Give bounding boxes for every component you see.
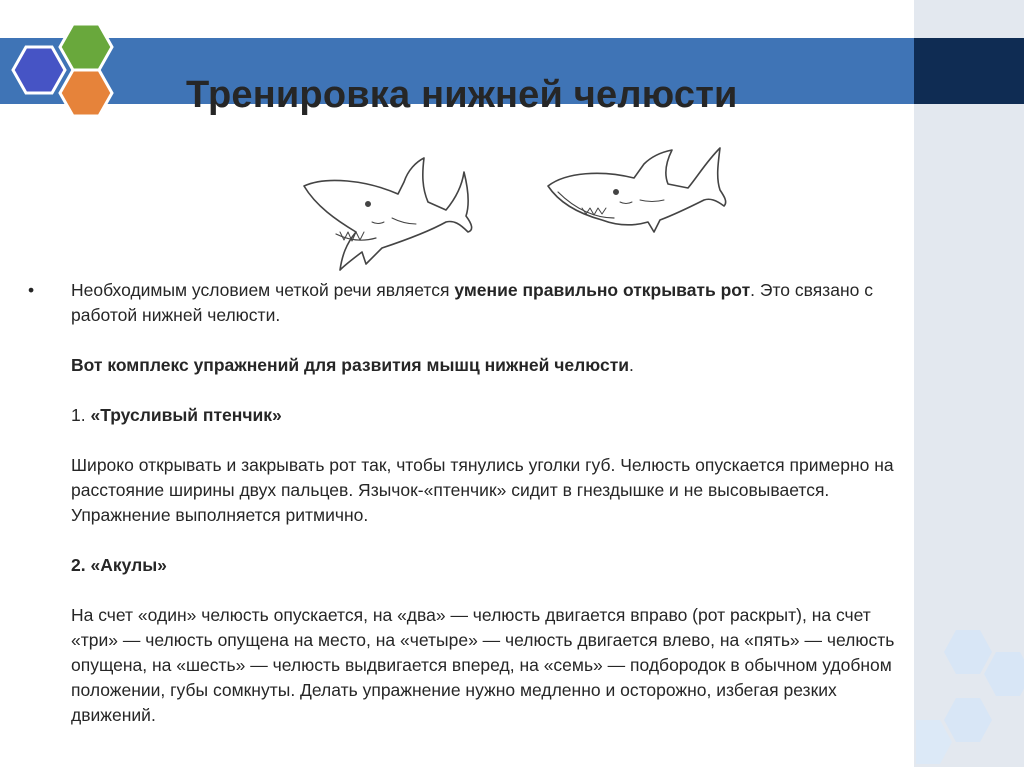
intro-text-1: Необходимым условием четкой речи является [71,280,455,300]
hexagon-green [60,24,112,70]
intro-paragraph [71,278,912,328]
complex-end: . [629,355,634,375]
hexagon-orange [60,70,112,116]
title-band-accent [914,38,1024,104]
bullet-marker: • [28,280,35,300]
exercise-1-number: 1. [71,405,91,425]
hexagon-blue [13,47,65,93]
exercise-1-text: Широко открывать и закрывать рот так, чтобы тянулись уголки губ. Челюсть опускается примерно на расстояние ширины двух пальцев. Язычок-«птенчик» сидит в гнездышке и не высовывается. Упражнение выполняется ритмично. [71,455,894,525]
intro-bold: умение правильно открывать рот [454,280,751,300]
hexagon-deco [916,720,952,764]
exercise-2-heading [71,553,912,578]
slide-title: Тренировка нижней челюсти [186,74,738,116]
hexagon-deco [944,698,992,742]
shark-right [548,148,726,232]
intro-text-2: . Это связано с работой нижней челюсти. [71,280,873,325]
shark-left [304,158,472,270]
hexagon-deco [984,652,1024,696]
complex-bold: Вот комплекс упражнений для развития мышц нижней челюсти [71,355,630,375]
exercise-1-heading [71,403,912,428]
exercise-2-text: На счет «один» челюсть опускается, на «два» — челюсть двигается вправо (рот раскрыт), на счет «три» — челюсть опущена на место, на «четыре» — челюсть двигается влево, на «пять» — челюсть опущена, на «шесть» — челюсть выдвигается вперед, на «семь» — подбородок в обычном удобном положении, губы сомкнуты. Делать упражнение нужно медленно и осторожно, избегая резких движений. [71,605,895,725]
exercise-2-title: 2. «Акулы» [71,555,167,575]
hexagon-deco [944,630,992,674]
decorative-hexagons [916,622,1024,767]
hexagon-cluster-icon [8,18,120,126]
exercise-1-title: «Трусливый птенчик» [90,405,282,425]
shark-drawing-icon [296,128,736,276]
complex-heading [71,353,912,378]
content-body [28,278,912,728]
bullet-text [71,278,912,728]
